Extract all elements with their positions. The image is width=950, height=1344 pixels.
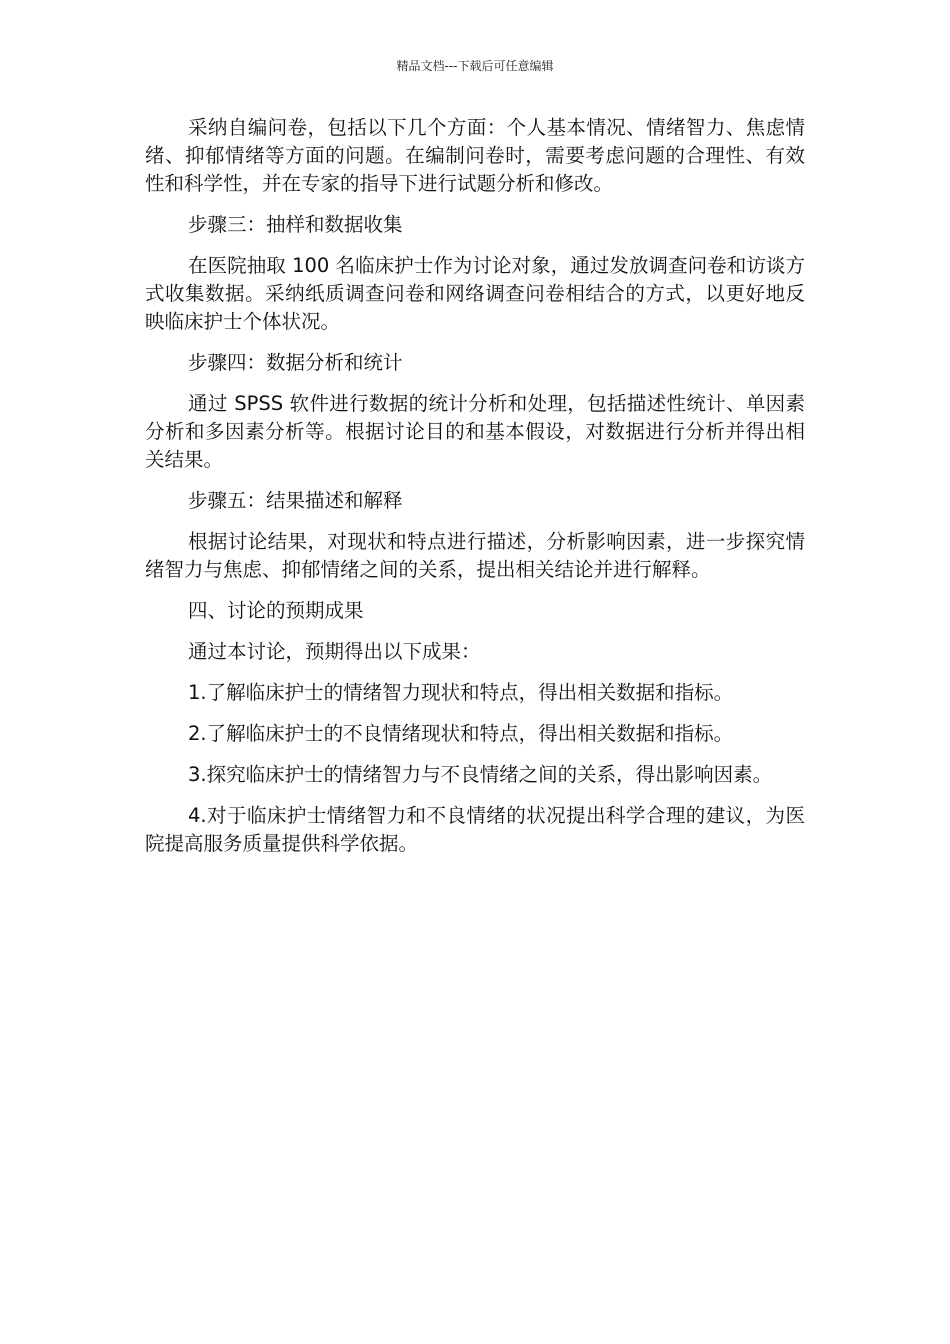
list-item-outcome-4: 4.对于临床护士情绪智力和不良情绪的状况提出科学合理的建议，为医院提高服务质量提供科学依据。 <box>145 804 805 855</box>
paragraph-outcomes-intro: 通过本讨论，预期得出以下成果： <box>188 640 481 663</box>
list-item-outcome-1: 1.了解临床护士的情绪智力现状和特点，得出相关数据和指标。 <box>188 681 734 704</box>
paragraph-questionnaire: 采纳自编问卷，包括以下几个方面：个人基本情况、情绪智力、焦虑情绪、抑郁情绪等方面的问题。在编制问卷时，需要考虑问题的合理性、有效性和科学性，并在专家的指导下进行试题分析和修改。 <box>145 116 805 195</box>
list-item-outcome-2: 2.了解临床护士的不良情绪现状和特点，得出相关数据和指标。 <box>188 722 734 745</box>
heading-step-five: 步骤五：结果描述和解释 <box>188 489 403 512</box>
heading-step-three: 步骤三：抽样和数据收集 <box>188 213 403 236</box>
heading-expected-outcomes: 四、讨论的预期成果 <box>188 599 364 622</box>
document-body <box>145 114 805 871</box>
paragraph-results: 根据讨论结果，对现状和特点进行描述，分析影响因素，进一步探究情绪智力与焦虑、抑郁情绪之间的关系，提出相关结论并进行解释。 <box>145 530 805 581</box>
list-item-outcome-3: 3.探究临床护士的情绪智力与不良情绪之间的关系，得出影响因素。 <box>188 763 773 786</box>
paragraph-analysis: 通过 SPSS 软件进行数据的统计分析和处理，包括描述性统计、单因素分析和多因素分析等。根据讨论目的和基本假设，对数据进行分析并得出相关结果。 <box>145 392 805 471</box>
paragraph-sampling: 在医院抽取 100 名临床护士作为讨论对象，通过发放调查问卷和访谈方式收集数据。采纳纸质调查问卷和网络调查问卷相结合的方式，以更好地反映临床护士个体状况。 <box>145 254 805 333</box>
heading-step-four: 步骤四：数据分析和统计 <box>188 351 403 374</box>
page-header: 精品文档---下载后可任意编辑 <box>396 59 554 73</box>
